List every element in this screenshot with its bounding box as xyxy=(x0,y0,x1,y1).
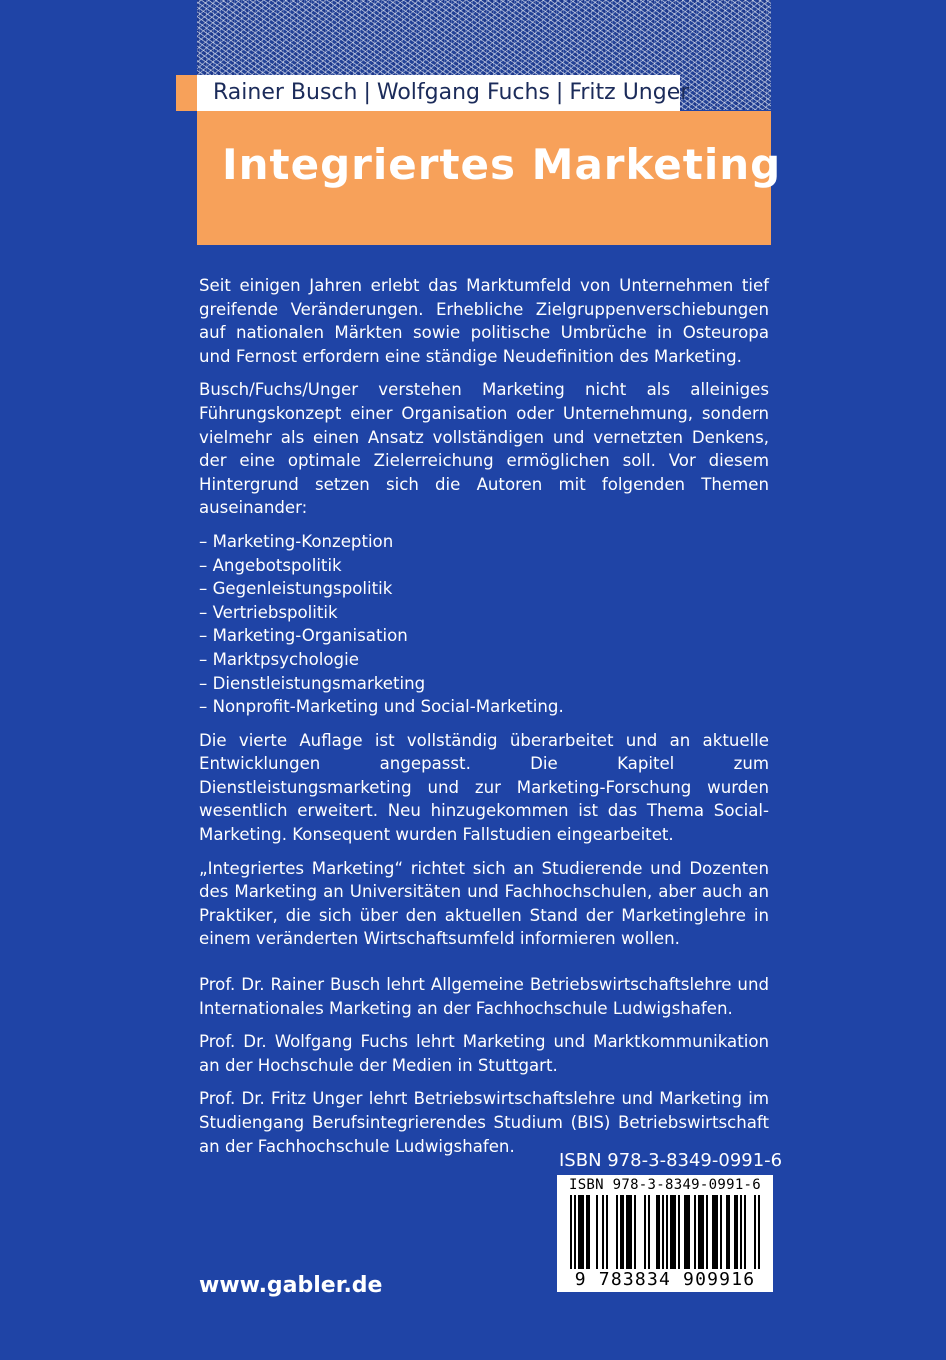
topic-item: – Nonprofit-Marketing und Social-Marketing. xyxy=(199,695,769,719)
barcode-bar xyxy=(720,1195,722,1269)
barcode-bar xyxy=(626,1195,628,1269)
author-name: Rainer Busch xyxy=(213,80,358,105)
barcode-bar xyxy=(582,1195,584,1269)
barcode-bar xyxy=(602,1195,604,1269)
barcode-bar xyxy=(634,1195,636,1269)
barcode-bar xyxy=(740,1195,742,1269)
topic-item: – Gegenleistungspolitik xyxy=(199,577,769,601)
topic-item: – Marktpsychologie xyxy=(199,648,769,672)
barcode-bar xyxy=(714,1195,716,1269)
barcode-bar xyxy=(706,1195,708,1269)
blurb-paragraph: Busch/Fuchs/Unger verstehen Marketing nicht als alleiniges Führungskonzept einer Organisation oder Unternehmung, sondern vielmehr als einen Ansatz vollständigen und vernetzten Denkens, der eine optimale Zielerreichung ermöglichen soll. Vor diesem Hintergrund setzen sich die Autoren mit folgenden Themen auseinander: xyxy=(199,380,769,518)
topic-item: – Marketing-Konzeption xyxy=(199,530,769,554)
barcode-bar xyxy=(688,1195,690,1269)
barcode-bar xyxy=(578,1195,580,1269)
author-separator: | xyxy=(555,80,564,105)
barcode-bar xyxy=(648,1195,650,1269)
barcode-bar xyxy=(656,1195,658,1269)
barcode xyxy=(557,1175,773,1292)
blurb xyxy=(199,274,769,1168)
barcode-bar xyxy=(686,1195,688,1269)
barcode-bar xyxy=(712,1195,714,1269)
barcode-bar xyxy=(596,1195,598,1269)
barcode-bar xyxy=(672,1195,674,1269)
topic-item: – Marketing-Organisation xyxy=(199,624,769,648)
barcode-bar xyxy=(700,1195,702,1269)
barcode-bar xyxy=(616,1195,618,1269)
publisher-website: www.gabler.de xyxy=(199,1273,383,1298)
blurb-paragraph: „Integriertes Marketing“ richtet sich an Studierende und Dozenten des Marketing an Universitäten und Fachhochschulen, aber auch an Praktiker, die sich über den aktuellen Stand der Marketinglehre in einem veränderten Wirtschaftsumfeld informieren wollen. xyxy=(199,858,769,949)
barcode-bar xyxy=(622,1195,624,1269)
barcode-bar xyxy=(630,1195,632,1269)
barcode-bar xyxy=(726,1195,728,1269)
barcode-bar xyxy=(698,1195,700,1269)
topic-item: – Dienstleistungsmarketing xyxy=(199,672,769,696)
blurb-paragraph: Die vierte Auflage ist vollständig überarbeitet und an aktuelle Entwicklungen angepasst. Die Kapitel zum Dienstleistungsmarketing und zur Marketing-Forschung wurden wesentlich erweitert. Neu hinzugekommen ist das Thema Social-Marketing. Konsequent wurden Fallstudien eingearbeitet. xyxy=(199,730,769,845)
barcode-bar xyxy=(670,1195,672,1269)
barcode-bar xyxy=(574,1195,576,1279)
barcode-bar xyxy=(754,1195,756,1279)
barcode-isbn-text: ISBN 978-3-8349-0991-6 xyxy=(568,1177,762,1193)
barcode-bar xyxy=(684,1195,686,1269)
barcode-bar xyxy=(628,1195,630,1269)
barcode-bar xyxy=(694,1195,696,1269)
barcode-bars xyxy=(565,1195,765,1279)
blurb-paragraph: Seit einigen Jahren erlebt das Marktumfeld von Unternehmen tief greifende Veränderungen. Erhebliche Zielgruppenverschiebungen auf nationalen Märkten sowie politische Umbrüche in Osteuropa und Fernost erfordern eine ständige Neudefinition des Marketing. xyxy=(199,276,769,366)
authors-line xyxy=(197,75,690,111)
book-title: Integriertes Marketing xyxy=(222,140,782,189)
barcode-bar xyxy=(734,1195,736,1269)
barcode-bar xyxy=(744,1195,746,1269)
barcode-bar xyxy=(658,1195,660,1269)
barcode-bar xyxy=(702,1195,704,1269)
barcode-bar xyxy=(736,1195,738,1269)
barcode-digits: 9 783834 909916 xyxy=(561,1269,769,1290)
topics-list xyxy=(199,530,769,719)
author-bios xyxy=(199,973,769,1158)
barcode-bar xyxy=(662,1195,664,1279)
barcode-bar xyxy=(674,1195,676,1269)
barcode-bar xyxy=(606,1195,608,1269)
author-bio: Prof. Dr. Wolfgang Fuchs lehrt Marketing und Marktkommunikation an der Hochschule der Medien in Stuttgart. xyxy=(199,1032,769,1075)
barcode-bar xyxy=(588,1195,590,1269)
author-bio: Prof. Dr. Rainer Busch lehrt Allgemeine Betriebswirtschaftslehre und Internationales Marketing an der Fachhochschule Ludwigshafen. xyxy=(199,975,769,1018)
barcode-bar xyxy=(716,1195,718,1269)
isbn-label: ISBN 978-3-8349-0991-6 xyxy=(559,1150,783,1171)
barcode-bar xyxy=(570,1195,572,1279)
barcode-bar xyxy=(620,1195,622,1269)
topic-item: – Angebotspolitik xyxy=(199,554,769,578)
barcode-bar xyxy=(586,1195,588,1269)
author-name: Wolfgang Fuchs xyxy=(376,80,550,105)
topic-item: – Vertriebspolitik xyxy=(199,601,769,625)
barcode-bar xyxy=(644,1195,646,1269)
author-bio: Prof. Dr. Fritz Unger lehrt Betriebswirtschaftslehre und Marketing im Studiengang Berufsintegrierendes Studium (BIS) Betriebswirtschaft an der Fachhochschule Ludwigshafen. xyxy=(199,1089,769,1156)
barcode-bar xyxy=(666,1195,668,1279)
barcode-bar xyxy=(758,1195,760,1279)
barcode-bar xyxy=(580,1195,582,1269)
author-name: Fritz Unger xyxy=(569,80,690,105)
barcode-bar xyxy=(728,1195,730,1269)
author-separator: | xyxy=(363,80,371,105)
barcode-bar xyxy=(678,1195,680,1269)
